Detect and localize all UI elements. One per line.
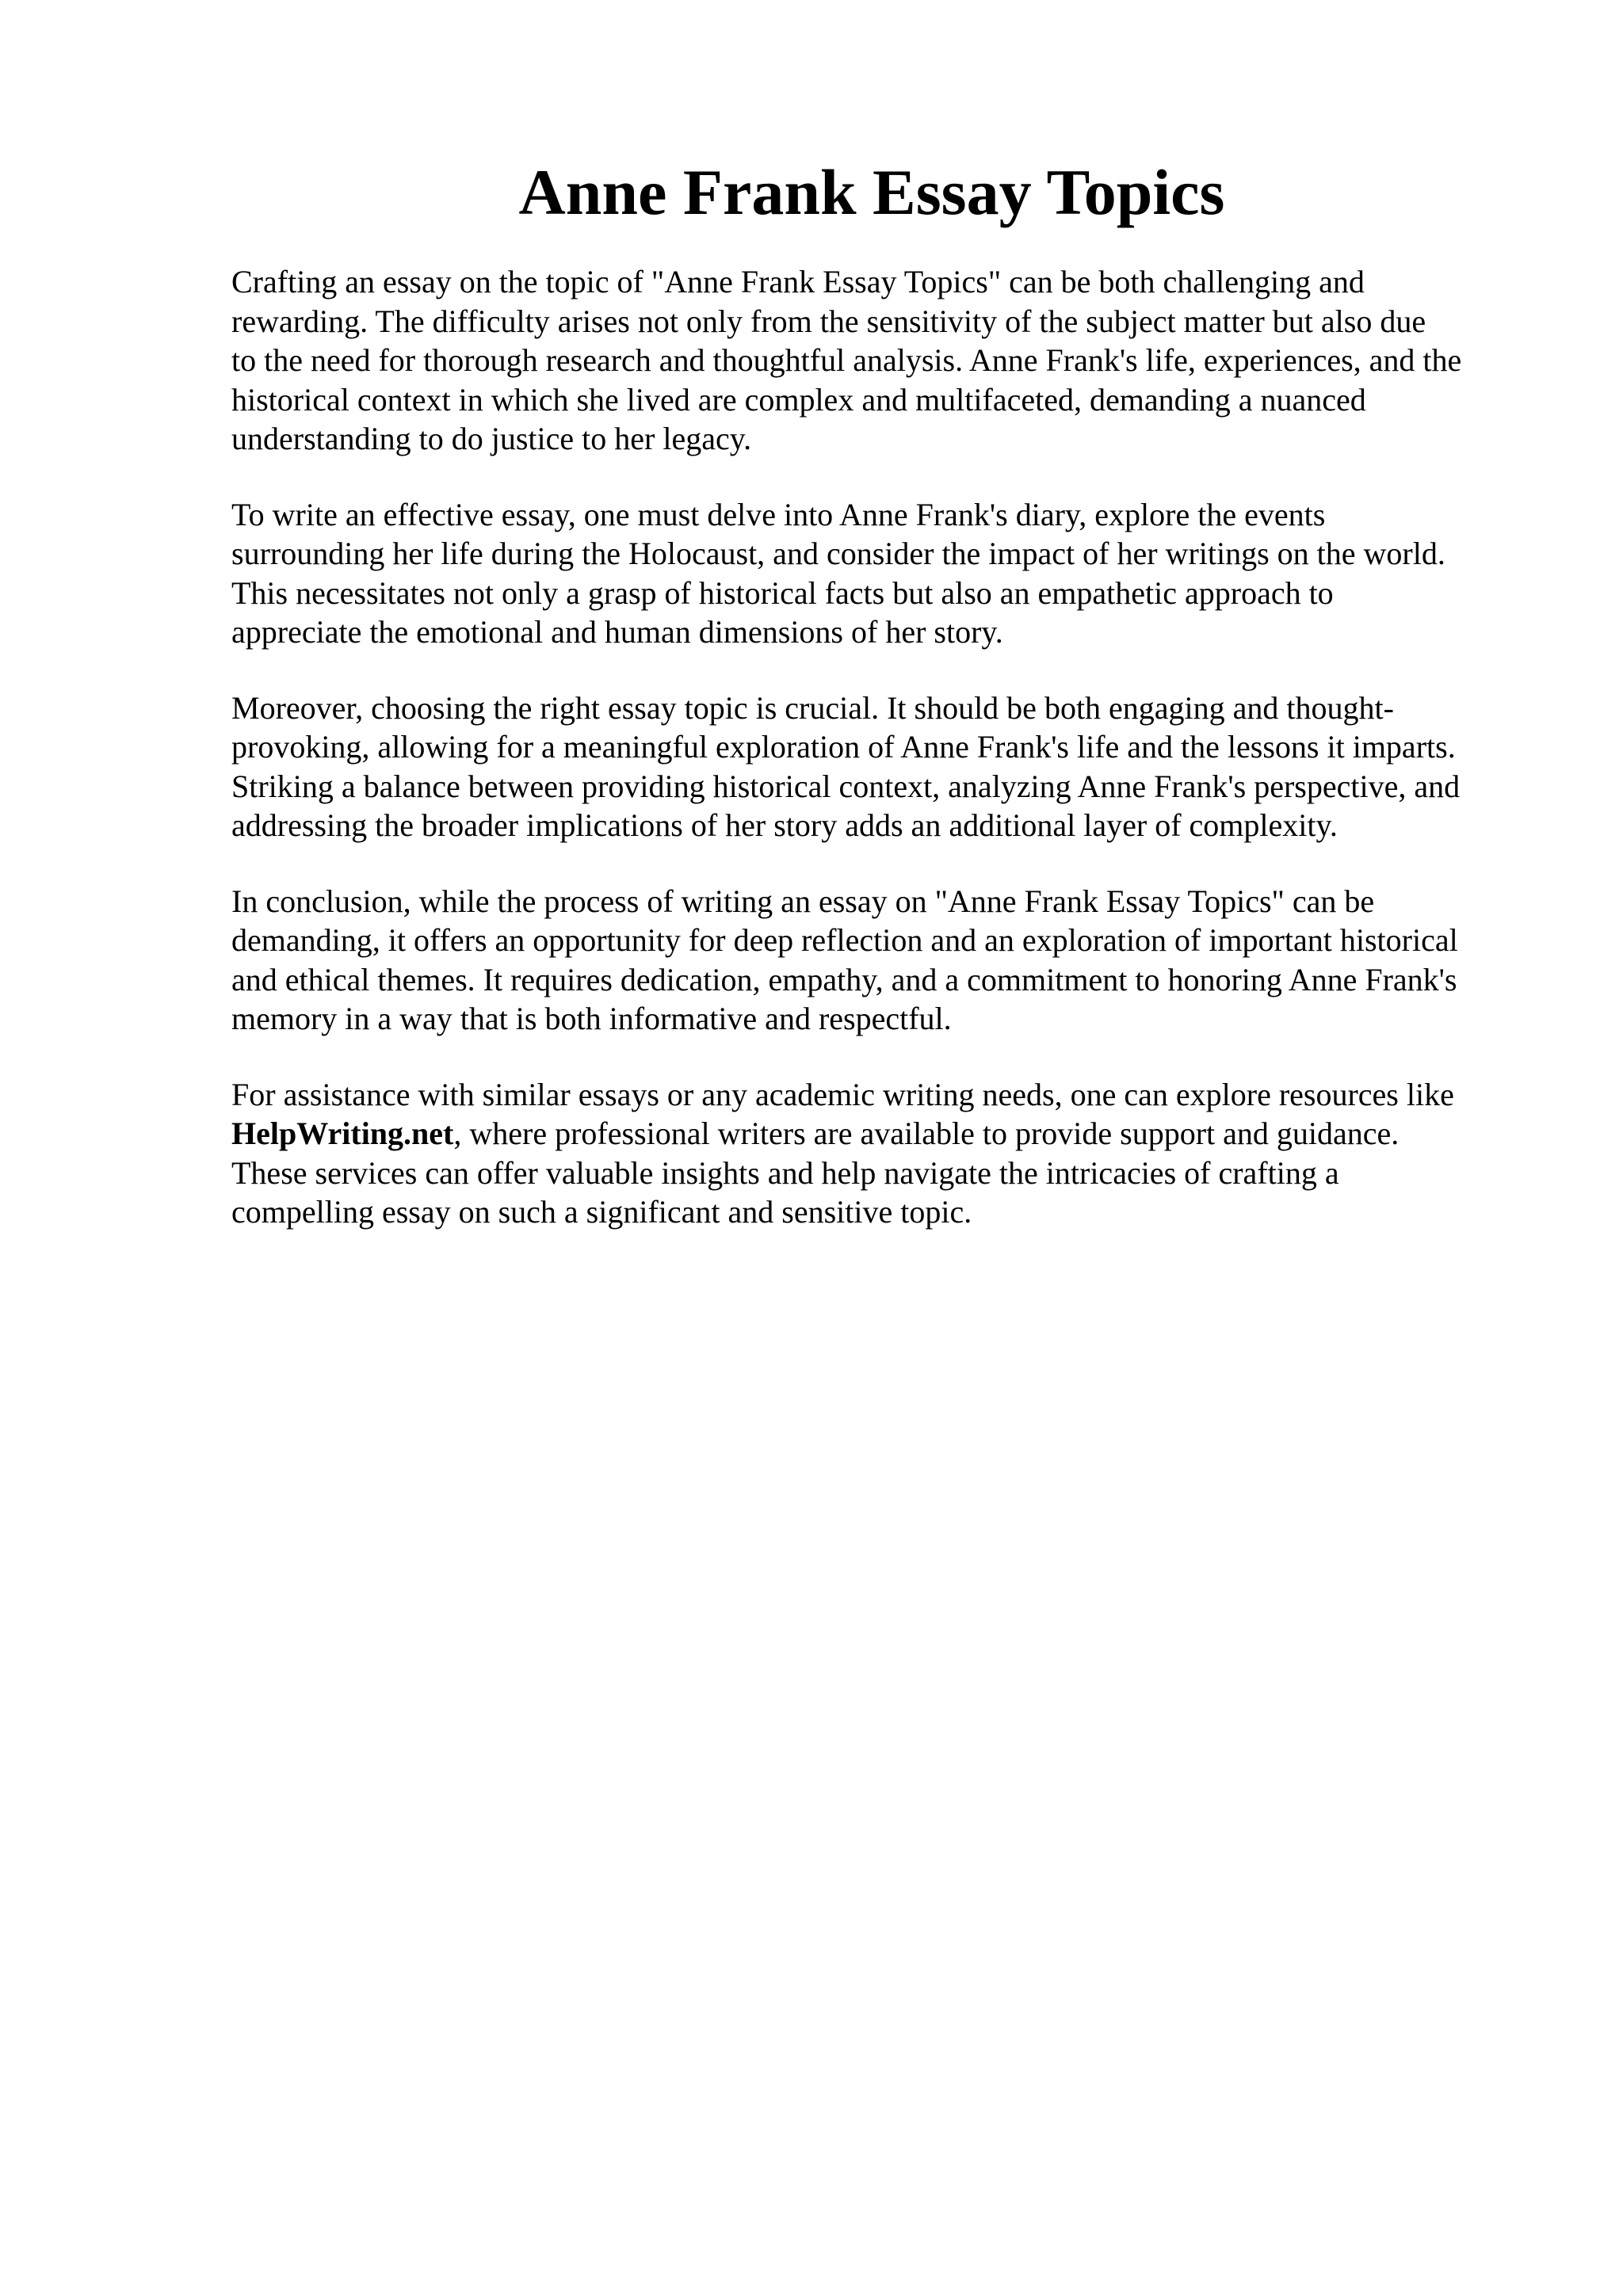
paragraph-2: [231, 495, 1547, 652]
paragraph-line: This necessitates not only a grasp of historical facts but also an empathetic approach to: [231, 574, 1334, 611]
paragraph-line: For assistance with similar essays or any academic writing needs, one can explore resources like: [231, 1076, 1454, 1112]
paragraph-line: Crafting an essay on the topic of "Anne Frank Essay Topics" can be both challenging and: [231, 264, 1365, 299]
paragraph-3: [231, 688, 1547, 845]
paragraph-line: In conclusion, while the process of writing an essay on "Anne Frank Essay Topics" can be: [231, 883, 1375, 919]
paragraph-line: historical context in which she lived are complex and multifaceted, demanding a nuanced: [231, 381, 1366, 418]
paragraph-line: provoking, allowing for a meaningful exploration of Anne Frank's life and the lessons it imparts.: [231, 729, 1456, 765]
paragraph-line: memory in a way that is both informative and respectful.: [231, 1001, 952, 1036]
paragraph-1: [231, 262, 1547, 459]
paragraph-5: [231, 1075, 1547, 1232]
paragraph-line: rewarding. The difficulty arises not only from the sensitivity of the subject matter but also due: [231, 303, 1426, 339]
document-title: Anne Frank Essay Topics: [518, 156, 1225, 228]
paragraph-line: To write an effective essay, one must delve into Anne Frank's diary, explore the events: [231, 496, 1326, 532]
paragraph-line: to the need for thorough research and thoughtful analysis. Anne Frank's life, experiences, and the: [231, 342, 1462, 378]
paragraph-line: addressing the broader implications of her story adds an additional layer of complexity.: [231, 807, 1338, 843]
paragraph-4: [231, 882, 1547, 1039]
paragraph-line: surrounding her life during the Holocaust, and consider the impact of her writings on the world.: [231, 536, 1445, 571]
brand-suffix-text: , where professional writers are available to provide support and guidance.: [453, 1116, 1400, 1151]
paragraph-line: demanding, it offers an opportunity for deep reflection and an exploration of important historical: [231, 922, 1458, 958]
paragraph-line: appreciate the emotional and human dimensions of her story.: [231, 614, 1003, 650]
paragraph-line: Striking a balance between providing historical context, analyzing Anne Frank's perspective, and: [231, 768, 1461, 804]
paragraph-line: and ethical themes. It requires dedication, empathy, and a commitment to honoring Anne Frank's: [231, 961, 1457, 997]
helpwriting-brand-link[interactable]: HelpWriting.net: [231, 1116, 454, 1151]
paragraph-line: These services can offer valuable insights and help navigate the intricacies of crafting a: [231, 1154, 1339, 1191]
paragraph-line: understanding to do justice to her legacy.: [231, 421, 752, 456]
paragraph-line: Moreover, choosing the right essay topic is crucial. It should be both engaging and thought-: [231, 689, 1394, 726]
document-body: [231, 262, 1547, 1232]
paragraph-line: compelling essay on such a significant and sensitive topic.: [231, 1194, 972, 1230]
paragraph-line-with-brand: [231, 1114, 1547, 1154]
